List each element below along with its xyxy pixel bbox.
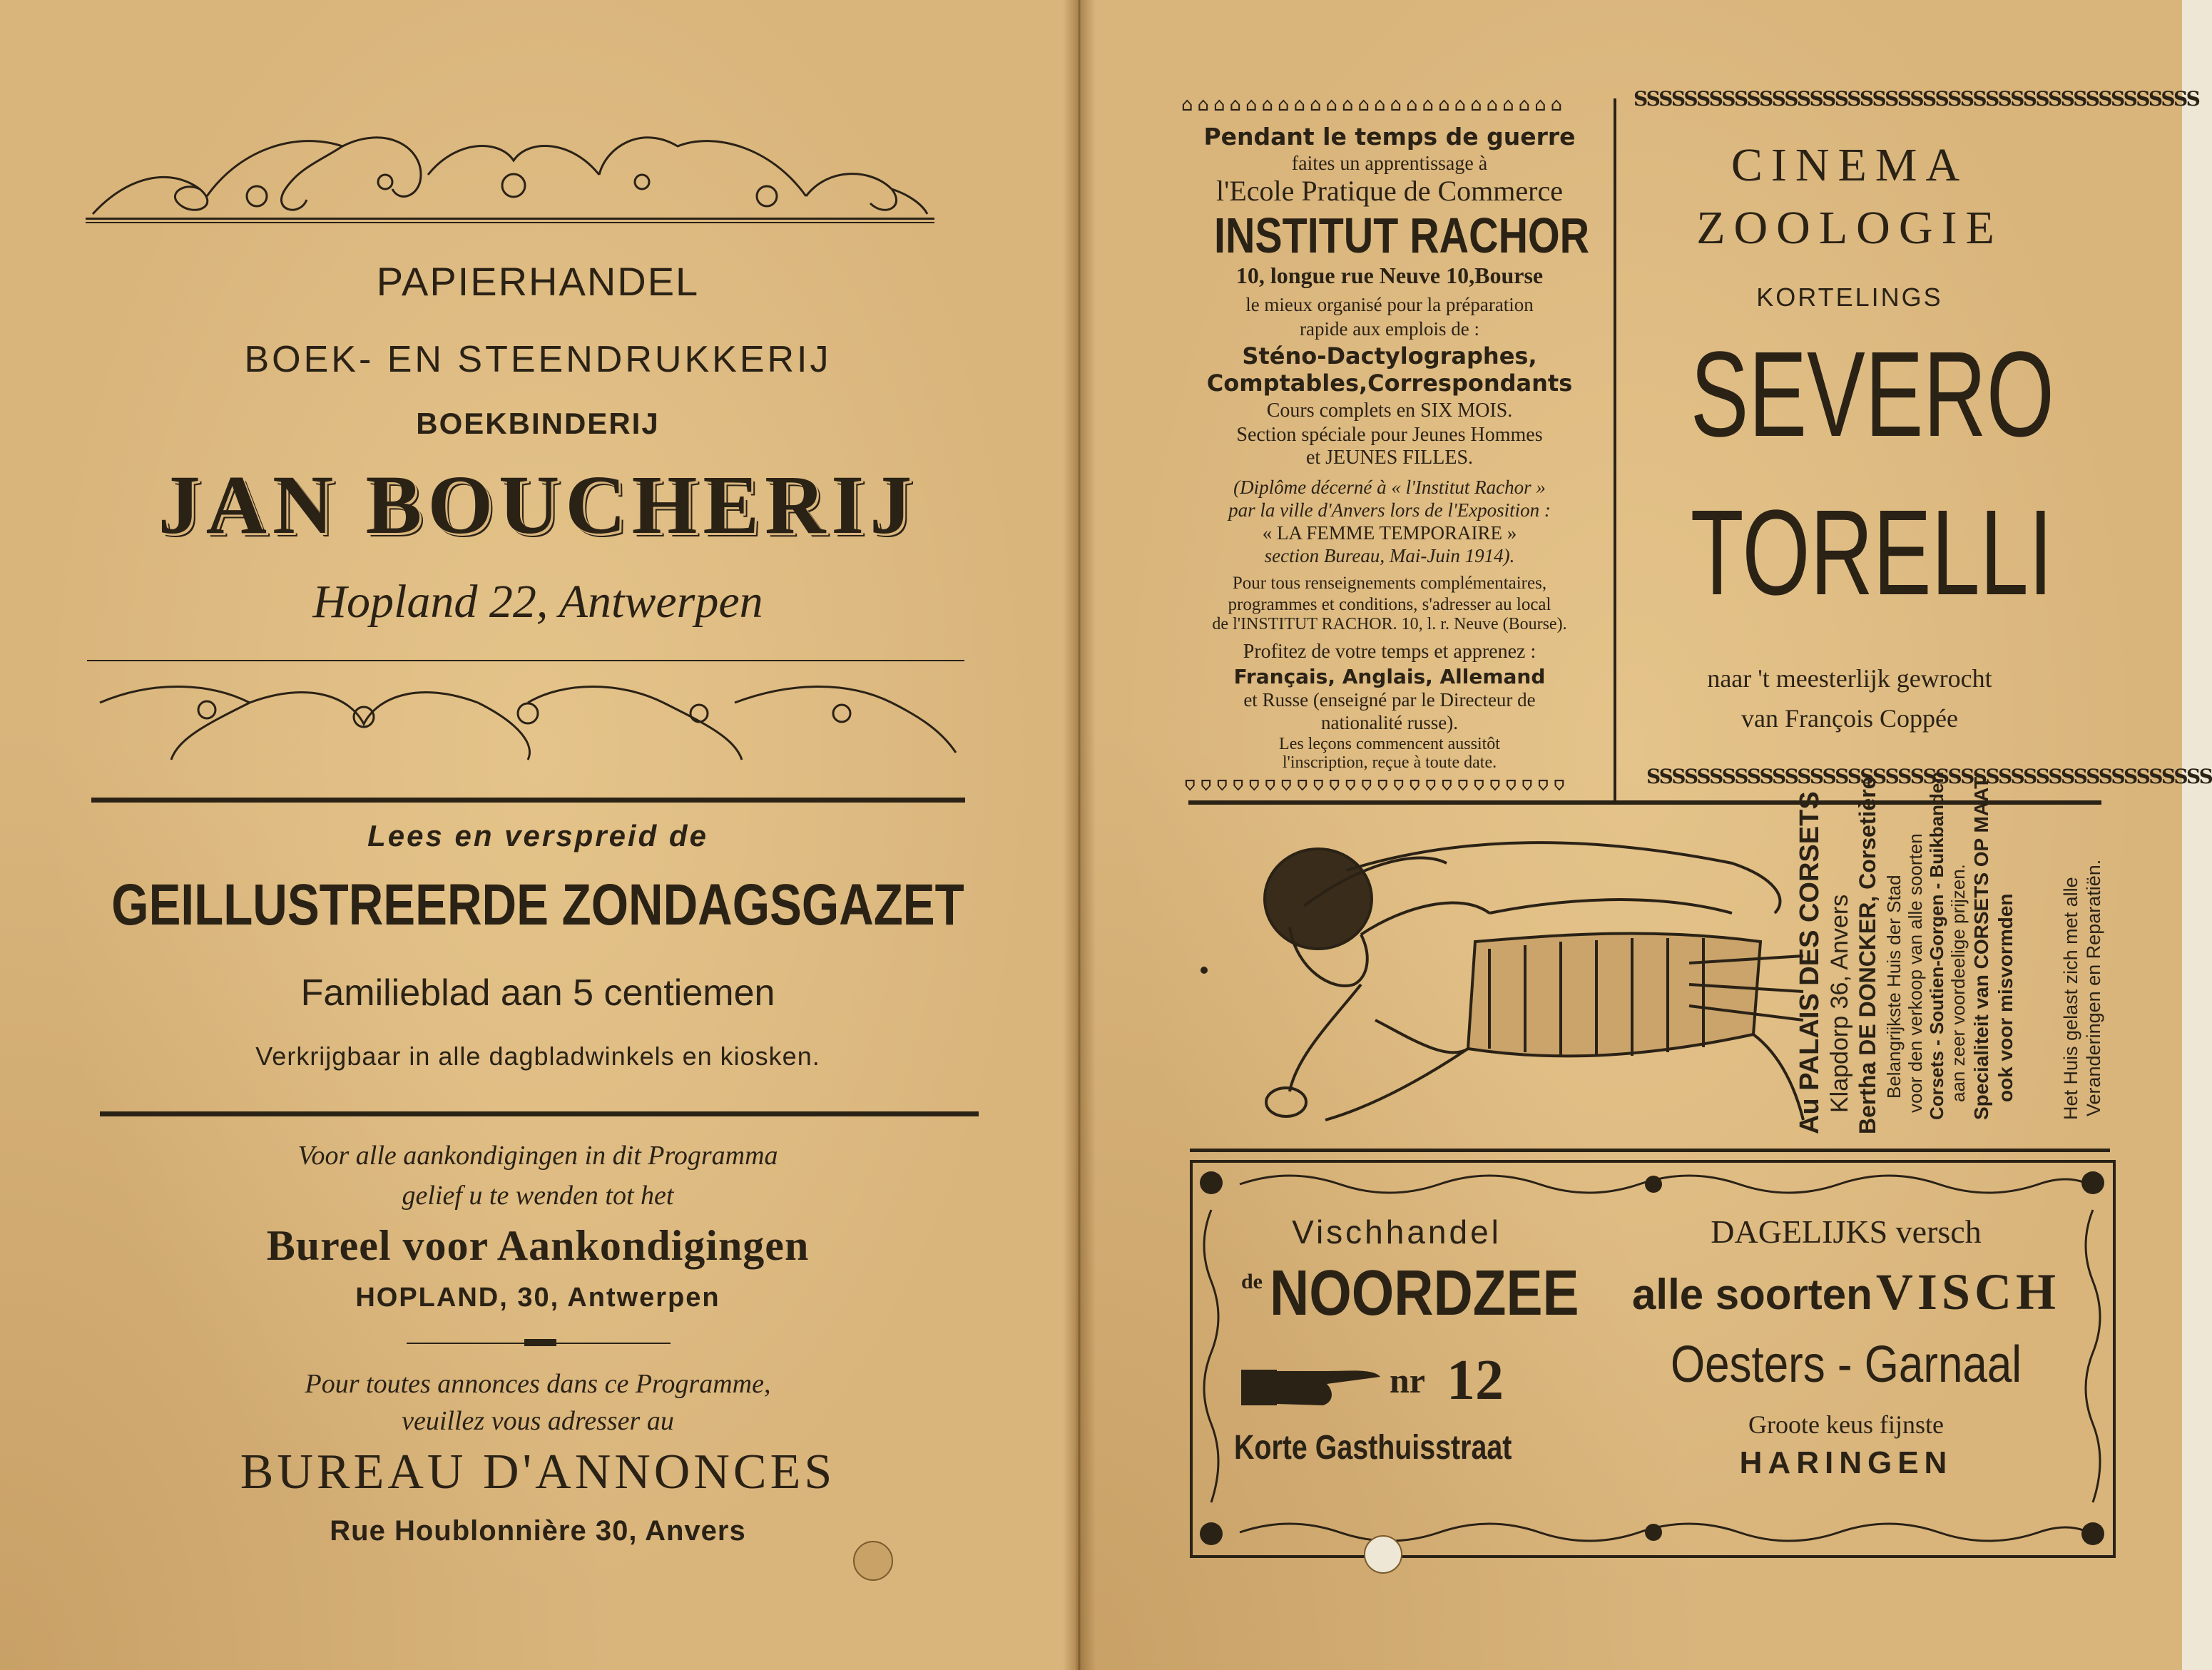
corset-bottom-rule xyxy=(1190,1149,2110,1152)
bureel-title: Bureel voor Aankondigingen xyxy=(266,1222,810,1269)
oesters-line: Oesters - Garnaal xyxy=(1670,1336,2022,1393)
rachor-line-6: le mieux organisé pour la préparation xyxy=(1245,294,1534,315)
alle-soorten-text: alle soorten xyxy=(1632,1271,1872,1318)
corset-text-6a: Het Huis gelast zich met alle xyxy=(2060,877,2081,1120)
visch-line xyxy=(1604,1263,2089,1322)
corset-text-5b: ook voor misvormden xyxy=(1994,893,2017,1102)
divider-line xyxy=(87,660,964,661)
gazet-availability: Verkrijgbaar in alle dagbladwinkels en kiosken. xyxy=(255,1042,820,1071)
announcements-nl-line2: gelief u te wenden tot het xyxy=(402,1181,674,1211)
rachor-institute-name: INSTITUT RACHOR xyxy=(1214,208,1590,263)
rachor-steno: Sténo-Dactylographes, xyxy=(1242,342,1537,370)
corset-lady-illustration xyxy=(1190,820,1810,1134)
rachor-line-15: « LA FEMME TEMPORAIRE » xyxy=(1262,522,1517,544)
gazet-subtitle: Familieblad aan 5 centiemen xyxy=(300,972,775,1014)
rachor-line-2: faites un apprentissage à xyxy=(1291,153,1488,175)
corset-text-2: Klapdorp 36, Anvers xyxy=(1826,894,1853,1113)
haringen-line: HARINGEN xyxy=(1739,1445,1953,1480)
thick-divider-1 xyxy=(91,798,965,803)
corset-text-5a: Specialiteit van CORSETS OP MAAT xyxy=(1970,776,1992,1120)
corset-text-4c: Corsets - Soutien-Gorgen - Buikbanden xyxy=(1926,771,1947,1120)
announcements-fr-line2: veuillez vous adresser au xyxy=(402,1406,674,1436)
visch-text: VISCH xyxy=(1875,1263,2060,1320)
groote-keus-line: Groote keus fijnste xyxy=(1748,1410,1944,1439)
s-border-top: SSSSSSSSSSSSSSSSSSSSSSSSSSSSSSSSSSSSSSSSSSSSS xyxy=(1633,87,2199,111)
dagelijks-line: DAGELIJKS versch xyxy=(1711,1213,1982,1250)
rachor-languages: Français, Anglais, Allemand xyxy=(1233,665,1546,688)
vischhandel-line: Vischhandel xyxy=(1292,1213,1502,1251)
rachor-address: 10, longue rue Neuve 10,Bourse xyxy=(1235,263,1544,288)
rachor-line-13: (Diplôme décerné à « l'Institut Rachor » xyxy=(1233,477,1546,498)
corset-text-6b: Veranderingen en Reparatiën. xyxy=(2083,859,2104,1116)
s-border-bottom: SSSSSSSSSSSSSSSSSSSSSSSSSSSSSSSSSSSSSSSSSSSSS xyxy=(1646,765,2212,788)
book-gutter xyxy=(1063,0,1096,1670)
rachor-line-25: l'inscription, reçue à toute date. xyxy=(1282,753,1497,772)
cinema-line-6: naar 't meesterlijk gewrocht xyxy=(1707,664,1992,693)
steendrukkerij-line: BOEK- EN STEENDRUKKERIJ xyxy=(244,339,832,380)
boekbinderij-line: BOEKBINDERIJ xyxy=(416,407,660,440)
jan-boucherij-title: JAN BOUCHERIJ xyxy=(158,458,918,551)
corset-text-1: Au PALAIS DES CORSETS xyxy=(1795,791,1825,1134)
noordzee-number: 12 xyxy=(1447,1349,1504,1412)
rachor-line-10: Cours complets en SIX MOIS. xyxy=(1266,399,1513,422)
rachor-line-22: et Russe (enseigné par le Directeur de xyxy=(1243,689,1536,711)
noordzee-number-prefix: nr xyxy=(1390,1360,1425,1400)
zoologie-heading: ZOOLOGIE xyxy=(1696,202,2003,254)
gazet-intro: Lees en verspreid de xyxy=(367,819,708,852)
left-page xyxy=(0,0,1076,1670)
rachor-line-7: rapide aux emplois de : xyxy=(1300,318,1479,340)
column-divider xyxy=(1614,98,1616,801)
bureau-annonces-title: BUREAU D'ANNONCES xyxy=(240,1445,836,1500)
rachor-line-17: Pour tous renseignements complémentaires, xyxy=(1232,574,1547,593)
noordzee-de: de xyxy=(1241,1270,1263,1293)
rachor-line-3: l'Ecole Pratique de Commerce xyxy=(1216,175,1563,207)
bureau-annonces-address: Rue Houblonnière 30, Anvers xyxy=(330,1515,746,1547)
scallop-border-bottom: ⌂⌂⌂⌂⌂⌂⌂⌂⌂⌂⌂⌂⌂⌂⌂⌂⌂⌂⌂⌂⌂⌂⌂⌂ xyxy=(1184,775,1570,796)
gazet-title: GEILLUSTREERDE ZONDAGSGAZET xyxy=(111,872,964,937)
staple-hole-right xyxy=(1364,1535,1402,1574)
corset-top-rule xyxy=(1188,800,2101,805)
short-divider-dash xyxy=(524,1339,556,1346)
rachor-line-12: et JEUNES FILLES. xyxy=(1305,447,1474,469)
rachor-comptables: Comptables,Correspondants xyxy=(1206,370,1573,397)
torelli-title: TORELLI xyxy=(1690,485,2053,621)
pointing-hand-icon xyxy=(1241,1355,1384,1412)
rachor-line-11: Section spéciale pour Jeunes Hommes xyxy=(1236,424,1543,446)
cinema-line-7: van François Coppée xyxy=(1741,704,1958,733)
rachor-line-20: Profitez de votre temps et apprenez : xyxy=(1243,641,1536,663)
rachor-line-24: Les leçons commencent aussitôt xyxy=(1279,735,1500,753)
cinema-heading: CINEMA xyxy=(1731,139,1969,191)
right-page xyxy=(1076,0,2212,1670)
boucherij-address: Hopland 22, Antwerpen xyxy=(312,576,763,628)
rachor-line-16: section Bureau, Mai-Juin 1914). xyxy=(1264,545,1515,566)
rachor-line-23: nationalité russe). xyxy=(1321,712,1458,733)
corset-text-4a: Belangrijkste Huis der Stad xyxy=(1883,875,1905,1099)
corset-text-3: Bertha DE DONCKER, Corsetière xyxy=(1855,776,1880,1134)
staple-hole-left xyxy=(853,1541,893,1581)
corset-text-4b: voor den verkoop van alle soorten xyxy=(1905,833,1926,1113)
thick-divider-2 xyxy=(100,1111,979,1116)
corset-text-4d: aan zeer voordeelige prijzen. xyxy=(1947,864,1969,1102)
scallop-border-top: ⌂⌂⌂⌂⌂⌂⌂⌂⌂⌂⌂⌂⌂⌂⌂⌂⌂⌂⌂⌂⌂⌂⌂⌂ xyxy=(1181,94,1567,116)
rachor-line-18: programmes et conditions, s'adresser au local xyxy=(1228,595,1551,614)
floral-ornament-middle xyxy=(93,674,963,767)
announcements-nl-line1: Voor alle aankondigingen in dit Programma xyxy=(297,1141,778,1171)
rachor-line-19: de l'INSTITUT RACHOR. 10, l. r. Neuve (Bourse). xyxy=(1212,615,1567,633)
bureel-address: HOPLAND, 30, Antwerpen xyxy=(355,1283,720,1313)
papierhandel-heading: PAPIERHANDEL xyxy=(376,259,700,304)
noordzee-name: NOORDZEE xyxy=(1270,1258,1579,1329)
noordzee-street: Korte Gasthuisstraat xyxy=(1234,1429,1512,1467)
floral-ornament-top xyxy=(86,118,934,225)
announcements-fr-line1: Pour toutes annonces dans ce Programme, xyxy=(305,1369,771,1399)
rachor-line-1: Pendant le temps de guerre xyxy=(1203,123,1576,151)
rachor-line-14: par la ville d'Anvers lors de l'Exposition : xyxy=(1228,499,1551,521)
kortelings-line: KORTELINGS xyxy=(1756,282,1943,312)
severo-title: SEVERO xyxy=(1690,327,2054,462)
